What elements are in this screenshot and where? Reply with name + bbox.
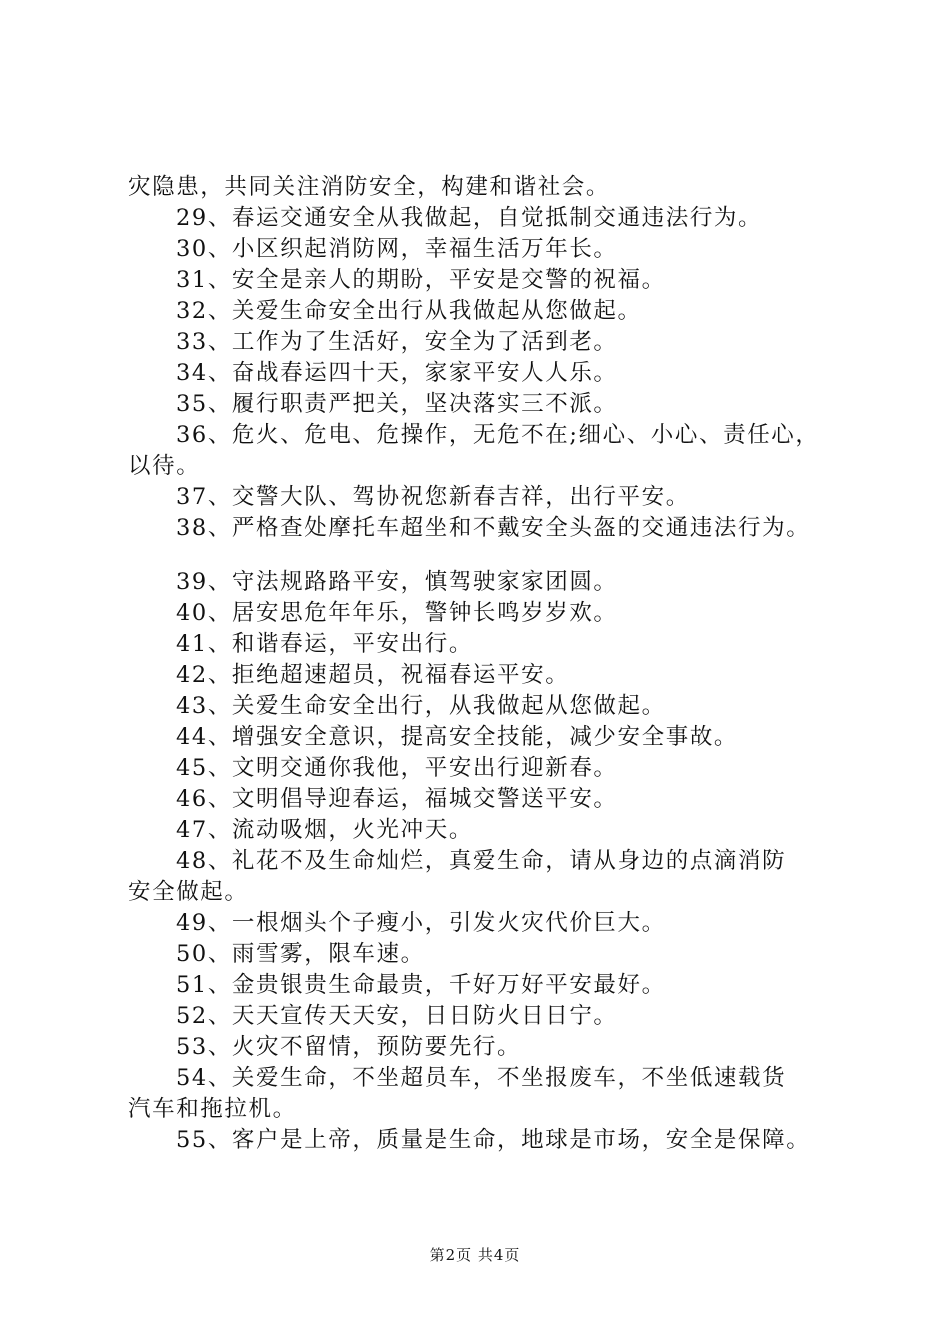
slogan-45: 45、文明交通你我他，平安出行迎新春。 — [176, 755, 618, 781]
slogan-36: 36、危火、危电、危操作，无危不在;细心、小心、责任心， — [176, 422, 820, 448]
slogan-37: 37、交警大队、驾协祝您新春吉祥，出行平安。 — [176, 484, 690, 510]
slogan-43: 43、关爱生命安全出行，从我做起从您做起。 — [176, 693, 666, 719]
slogan-30: 30、小区织起消防网，幸福生活万年长。 — [176, 236, 618, 262]
document-body — [128, 172, 848, 1156]
page-footer: 第2页 共4页 — [429, 1246, 521, 1264]
paragraph-gap — [128, 544, 848, 567]
slogan-38: 38、严格查处摩托车超坐和不戴安全头盔的交通违法行为。 — [176, 515, 811, 541]
slogan-49: 49、一根烟头个子瘦小，引发火灾代价巨大。 — [176, 910, 666, 936]
slogan-31: 31、安全是亲人的期盼，平安是交警的祝福。 — [176, 267, 666, 293]
slogan-54-continued: 汽车和拖拉机。 — [128, 1096, 297, 1122]
slogan-53: 53、火灾不留情，预防要先行。 — [176, 1034, 522, 1060]
slogan-35: 35、履行职责严把关，坚决落实三不派。 — [176, 391, 618, 417]
text-line: 灾隐患，共同关注消防安全，构建和谐社会。 — [128, 174, 611, 200]
slogan-39: 39、守法规路路平安，慎驾驶家家团圆。 — [176, 569, 618, 595]
slogan-33: 33、工作为了生活好，安全为了活到老。 — [176, 329, 618, 355]
slogan-44: 44、增强安全意识，提高安全技能，减少安全事故。 — [176, 724, 739, 750]
slogan-46: 46、文明倡导迎春运，福城交警送平安。 — [176, 786, 618, 812]
slogan-34: 34、奋战春运四十天，家家平安人人乐。 — [176, 360, 618, 386]
slogan-54: 54、关爱生命，不坐超员车，不坐报废车，不坐低速载货 — [176, 1065, 787, 1091]
slogan-47: 47、流动吸烟，火光冲天。 — [176, 817, 473, 843]
slogan-41: 41、和谐春运，平安出行。 — [176, 631, 473, 657]
slogan-48: 48、礼花不及生命灿烂，真爱生命，请从身边的点滴消防 — [176, 848, 787, 874]
slogan-32: 32、关爱生命安全出行从我做起从您做起。 — [176, 298, 642, 324]
slogan-42: 42、拒绝超速超员，祝福春运平安。 — [176, 662, 570, 688]
slogan-36-continued: 以待。 — [128, 453, 201, 479]
slogan-48-continued: 安全做起。 — [128, 879, 249, 905]
slogan-40: 40、居安思危年年乐，警钟长鸣岁岁欢。 — [176, 600, 618, 626]
slogan-55: 55、客户是上帝，质量是生命，地球是市场，安全是保障。 — [176, 1127, 811, 1153]
slogan-51: 51、金贵银贵生命最贵，千好万好平安最好。 — [176, 972, 666, 998]
slogan-52: 52、天天宣传天天安，日日防火日日宁。 — [176, 1003, 618, 1029]
slogan-29: 29、春运交通安全从我做起，自觉抵制交通违法行为。 — [176, 205, 763, 231]
slogan-50: 50、雨雪雾，限车速。 — [176, 941, 425, 967]
